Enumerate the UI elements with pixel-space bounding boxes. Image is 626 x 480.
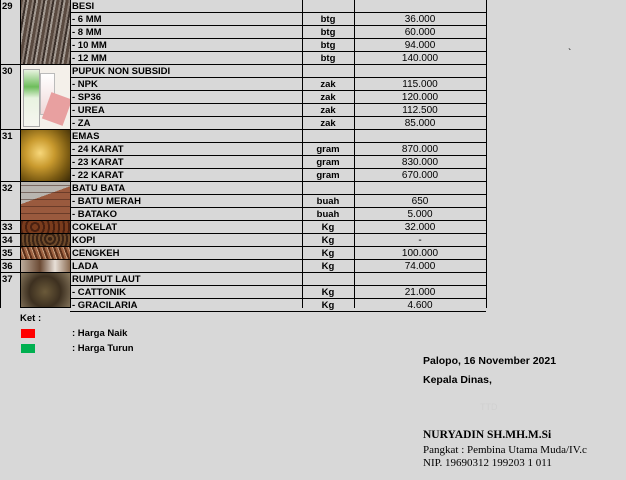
- row-number: [0, 91, 20, 104]
- official-name: NURYADIN SH.MH.M.Si: [423, 429, 552, 441]
- item-name: - BATAKO: [72, 209, 118, 220]
- item-price: 140.000: [401, 53, 439, 64]
- row-number: [0, 299, 20, 312]
- item-price: 112.500: [402, 105, 438, 116]
- item-unit: Kg: [321, 300, 335, 311]
- item-name: RUMPUT LAUT: [72, 274, 141, 285]
- item-unit: btg: [320, 53, 336, 64]
- item-unit: btg: [320, 40, 336, 51]
- item-price: 870.000: [401, 144, 439, 155]
- group-rule: [0, 259, 20, 260]
- group-rule: [0, 220, 20, 221]
- item-price: -: [418, 235, 422, 246]
- row-number: [0, 156, 20, 169]
- table-row: [0, 156, 626, 169]
- row-number: [0, 13, 20, 26]
- item-name: COKELAT: [72, 222, 118, 233]
- group-rule: [0, 272, 20, 273]
- item-unit: btg: [320, 27, 336, 38]
- table-row: [0, 286, 626, 299]
- table-row: [0, 143, 626, 156]
- item-name: - 8 MM: [72, 27, 102, 38]
- table-row: [0, 91, 626, 104]
- row-number: 37: [2, 274, 13, 285]
- item-price: 120.000: [401, 92, 439, 103]
- item-unit: btg: [320, 14, 336, 25]
- item-unit: zak: [320, 92, 336, 103]
- position-title: Kepala Dinas,: [423, 374, 492, 386]
- table-row: [0, 130, 626, 143]
- item-name: PUPUK NON SUBSIDI: [72, 66, 171, 77]
- item-price: 670.000: [401, 170, 439, 181]
- table-row: [0, 260, 626, 273]
- item-name: BESI: [72, 1, 95, 12]
- official-rank: Pangkat : Pembina Utama Muda/IV.c: [423, 444, 587, 456]
- item-unit: gram: [316, 170, 340, 181]
- item-price: 4.600: [407, 300, 433, 311]
- table-row: [0, 117, 626, 130]
- table-row: [0, 247, 626, 260]
- table-row: [0, 52, 626, 65]
- group-rule: [0, 64, 20, 65]
- item-price: 650: [411, 196, 429, 207]
- item-name: - 23 KARAT: [72, 157, 124, 168]
- item-price: 60.000: [404, 27, 436, 38]
- row-number: 35: [2, 248, 13, 259]
- item-price: 100.000: [401, 248, 439, 259]
- item-price: 21.000: [404, 287, 436, 298]
- item-price: 32.000: [404, 222, 436, 233]
- item-name: KOPI: [72, 235, 96, 246]
- row-number: 32: [2, 183, 13, 194]
- table-row: [0, 234, 626, 247]
- row-rule: [70, 311, 486, 312]
- item-name: - ZA: [72, 118, 91, 129]
- row-number: [0, 39, 20, 52]
- harga-naik-label: : Harga Naik: [72, 328, 128, 339]
- item-name: - CATTONIK: [72, 287, 127, 298]
- table-row: [0, 13, 626, 26]
- item-unit: zak: [320, 79, 336, 90]
- row-number: 30: [2, 66, 13, 77]
- item-price: 5.000: [407, 209, 433, 220]
- harga-naik-swatch: [21, 329, 35, 338]
- table-row: [0, 182, 626, 195]
- table-row: [0, 195, 626, 208]
- item-price: 94.000: [404, 40, 436, 51]
- item-name: - UREA: [72, 105, 105, 116]
- harga-turun-label: : Harga Turun: [72, 343, 134, 354]
- item-unit: Kg: [321, 261, 335, 272]
- item-unit: gram: [316, 157, 340, 168]
- table-row: [0, 221, 626, 234]
- group-rule: [0, 181, 20, 182]
- group-rule: [0, 246, 20, 247]
- item-name: - 10 MM: [72, 40, 107, 51]
- item-unit: buah: [316, 209, 340, 220]
- item-unit: Kg: [321, 235, 335, 246]
- item-name: EMAS: [72, 131, 100, 142]
- stray-mark: `: [568, 48, 572, 59]
- row-number: 31: [2, 131, 13, 142]
- group-rule: [0, 233, 20, 234]
- table-row: [0, 208, 626, 221]
- item-unit: Kg: [321, 222, 335, 233]
- table-row: [0, 78, 626, 91]
- item-price: 85.000: [404, 118, 436, 129]
- item-name: - BATU MERAH: [72, 196, 141, 207]
- row-number: 36: [2, 261, 13, 272]
- row-number: 34: [2, 235, 13, 246]
- item-name: - GRACILARIA: [72, 300, 138, 311]
- item-unit: zak: [320, 105, 336, 116]
- row-number: 33: [2, 222, 13, 233]
- item-name: BATU BATA: [72, 183, 126, 194]
- item-name: - 22 KARAT: [72, 170, 124, 181]
- table-row: [0, 0, 626, 13]
- table-row: [0, 65, 626, 78]
- row-number: [0, 286, 20, 299]
- item-price: 74.000: [404, 261, 436, 272]
- ttd-mark: TTD: [480, 402, 498, 412]
- item-name: - 6 MM: [72, 14, 102, 25]
- item-name: LADA: [72, 261, 99, 272]
- row-number: 29: [2, 1, 13, 12]
- row-number: [0, 143, 20, 156]
- item-price: 115.000: [402, 79, 438, 90]
- item-price: 830.000: [401, 157, 439, 168]
- table-row: [0, 273, 626, 286]
- item-unit: Kg: [321, 287, 335, 298]
- item-unit: Kg: [321, 248, 335, 259]
- table-row: [0, 104, 626, 117]
- item-name: CENGKEH: [72, 248, 120, 259]
- item-price: 36.000: [404, 14, 436, 25]
- item-name: - 12 MM: [72, 53, 107, 64]
- item-name: - 24 KARAT: [72, 144, 124, 155]
- legend-title: Ket :: [20, 313, 42, 324]
- item-name: - SP36: [72, 92, 102, 103]
- table-row: [0, 299, 626, 312]
- item-name: - NPK: [72, 79, 98, 90]
- row-number: [0, 26, 20, 39]
- official-nip: NIP. 19690312 199203 1 011: [423, 457, 552, 469]
- table-row: [0, 39, 626, 52]
- place-date: Palopo, 16 November 2021: [423, 355, 557, 367]
- row-number: [0, 104, 20, 117]
- item-unit: zak: [320, 118, 336, 129]
- item-unit: buah: [316, 196, 340, 207]
- table-row: [0, 169, 626, 182]
- table-row: [0, 26, 626, 39]
- harga-turun-swatch: [21, 344, 35, 353]
- group-rule: [0, 129, 20, 130]
- row-number: [0, 195, 20, 208]
- item-unit: gram: [316, 144, 340, 155]
- row-number: [0, 78, 20, 91]
